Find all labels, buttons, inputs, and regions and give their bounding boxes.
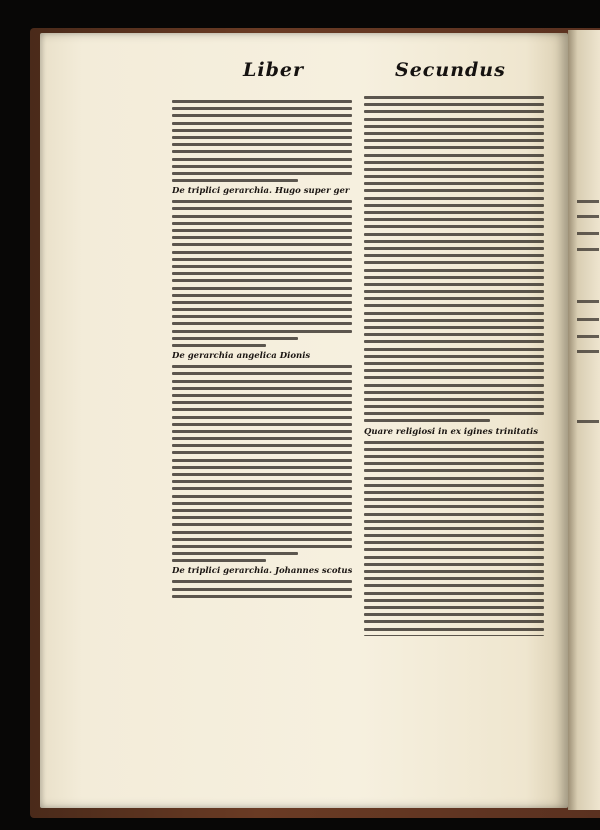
text-line (172, 559, 266, 562)
section-heading: De gerarchia angelica Dionis (172, 351, 311, 362)
text-line (364, 405, 544, 408)
text-line (172, 502, 352, 505)
text-line (172, 287, 352, 290)
text-line (364, 355, 544, 358)
text-line (364, 412, 544, 415)
text-line (172, 423, 352, 426)
text-line (364, 269, 544, 272)
text-line (364, 233, 544, 236)
text-line (172, 158, 352, 161)
text-line (172, 444, 352, 447)
running-title-left: Liber (243, 59, 304, 81)
text-line (172, 387, 352, 390)
text-line (172, 200, 352, 203)
text-line (364, 197, 544, 200)
text-line (364, 548, 544, 551)
right-text-column (364, 96, 544, 636)
text-line (364, 304, 544, 307)
text-line (364, 606, 544, 609)
text-line (364, 527, 544, 530)
facing-page-text (577, 248, 599, 251)
text-line (364, 139, 544, 142)
text-line (172, 523, 352, 526)
text-line (364, 599, 544, 602)
text-line (172, 301, 352, 304)
text-line (364, 620, 544, 623)
text-line (364, 592, 544, 595)
text-line (172, 258, 352, 261)
text-line (364, 276, 544, 279)
text-line (172, 143, 352, 146)
text-line (364, 613, 544, 616)
text-line (172, 222, 352, 225)
text-line (364, 577, 544, 580)
text-line (364, 563, 544, 566)
text-line (364, 204, 544, 207)
text-line (172, 315, 352, 318)
text-line (364, 391, 544, 394)
text-line (172, 344, 266, 347)
facing-page-text (577, 420, 599, 423)
text-line (364, 161, 544, 164)
text-line (172, 129, 352, 132)
text-line (364, 505, 544, 508)
text-line (364, 369, 544, 372)
text-line (364, 570, 544, 573)
facing-page-text (577, 300, 599, 303)
text-line (172, 165, 352, 168)
text-line (364, 498, 544, 501)
text-line (172, 430, 352, 433)
left-text-column (172, 100, 352, 640)
text-line (364, 247, 544, 250)
text-line (172, 552, 298, 555)
text-line (364, 348, 544, 351)
text-line (172, 172, 352, 175)
text-line (172, 509, 352, 512)
text-line (172, 236, 352, 239)
text-line (172, 365, 352, 368)
facing-page-text (577, 335, 599, 338)
text-line (172, 372, 352, 375)
text-line (172, 229, 352, 232)
text-line (364, 297, 544, 300)
text-line (172, 408, 352, 411)
text-line (172, 337, 298, 340)
text-line (172, 473, 352, 476)
text-line (364, 146, 544, 149)
text-line (364, 182, 544, 185)
text-line (364, 118, 544, 121)
text-line (364, 340, 544, 343)
text-line (364, 175, 544, 178)
text-line (364, 520, 544, 523)
text-line (172, 580, 352, 583)
text-line (364, 240, 544, 243)
text-line (364, 168, 544, 171)
text-line (364, 326, 544, 329)
text-line (364, 556, 544, 559)
facing-page-text (577, 215, 599, 218)
text-line (364, 484, 544, 487)
text-line (172, 595, 352, 598)
text-line (364, 225, 544, 228)
text-line (364, 441, 544, 444)
text-line (172, 294, 352, 297)
text-line (364, 541, 544, 544)
text-line (364, 218, 544, 221)
text-line (172, 495, 352, 498)
text-line (364, 398, 544, 401)
text-line (172, 487, 352, 490)
text-line (172, 243, 352, 246)
text-line (364, 534, 544, 537)
running-title-right: Secundus (395, 59, 506, 81)
text-line (364, 283, 544, 286)
text-line (172, 401, 352, 404)
text-line (364, 254, 544, 257)
text-line (364, 477, 544, 480)
text-line (364, 455, 544, 458)
text-line (364, 96, 544, 99)
text-line (364, 635, 544, 636)
text-line (172, 308, 352, 311)
facing-page-text (577, 200, 599, 203)
text-line (172, 538, 352, 541)
text-line (172, 330, 352, 333)
facing-page-text (577, 318, 599, 321)
text-line (172, 279, 352, 282)
text-line (172, 272, 352, 275)
text-line (364, 584, 544, 587)
text-line (364, 189, 544, 192)
text-line (364, 462, 544, 465)
text-line (364, 491, 544, 494)
text-line (172, 545, 352, 548)
text-line (172, 150, 352, 153)
text-line (172, 215, 352, 218)
text-line (364, 110, 544, 113)
section-heading: De triplici gerarchia. Johannes scotus (172, 566, 352, 577)
text-line (172, 251, 352, 254)
text-line (364, 103, 544, 106)
text-line (364, 513, 544, 516)
text-line (172, 207, 352, 210)
text-line (172, 588, 352, 591)
facing-page-text (577, 232, 599, 235)
text-line (364, 376, 544, 379)
facing-page-text (577, 350, 599, 353)
text-line (172, 459, 352, 462)
text-line (172, 179, 298, 182)
text-line (172, 380, 352, 383)
page-header (0, 55, 600, 85)
text-line (364, 419, 490, 422)
text-line (364, 125, 544, 128)
text-line (364, 628, 544, 631)
text-line (172, 416, 352, 419)
text-line (172, 136, 352, 139)
text-line (364, 362, 544, 365)
text-line (172, 114, 352, 117)
text-line (172, 322, 352, 325)
text-line (172, 437, 352, 440)
section-heading: De triplici gerarchia. Hugo super ger (172, 186, 350, 197)
text-line (364, 333, 544, 336)
text-line (172, 531, 352, 534)
text-line (172, 516, 352, 519)
text-line (364, 448, 544, 451)
text-line (364, 469, 544, 472)
text-line (172, 394, 352, 397)
text-line (172, 466, 352, 469)
text-line (172, 107, 352, 110)
text-line (364, 261, 544, 264)
text-line (172, 451, 352, 454)
text-line (364, 154, 544, 157)
text-line (172, 480, 352, 483)
text-line (172, 122, 352, 125)
text-line (364, 290, 544, 293)
text-line (364, 132, 544, 135)
text-line (364, 211, 544, 214)
text-line (364, 319, 544, 322)
text-line (364, 312, 544, 315)
text-line (172, 265, 352, 268)
section-heading: Quare religiosi in ex igines trinitatis (364, 426, 539, 437)
text-line (172, 100, 352, 103)
text-line (364, 384, 544, 387)
